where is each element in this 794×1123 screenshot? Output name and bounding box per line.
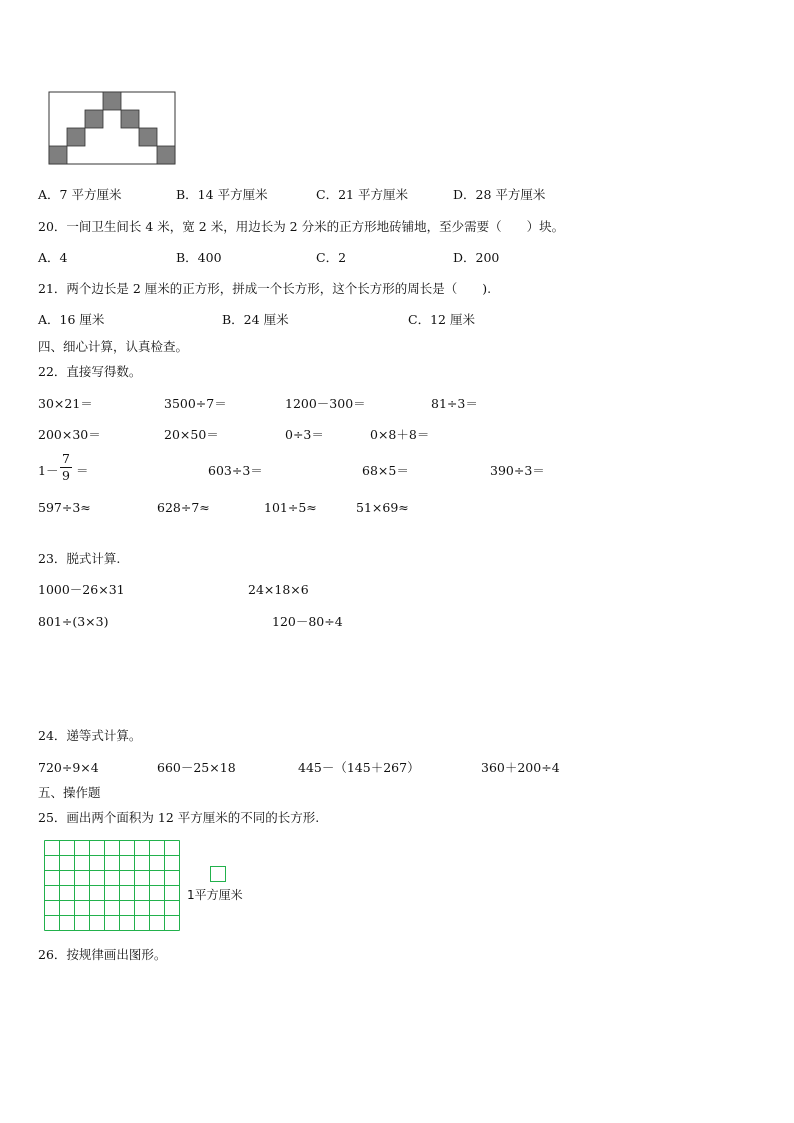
q23-item-4: 120－80÷4	[272, 614, 343, 629]
q26-title: 26．按规律画出图形。	[38, 947, 167, 962]
q21-option-c: C．12 厘米	[408, 312, 475, 327]
unit-square-label: 1平方厘米	[187, 888, 243, 902]
q23-item-2: 24×18×6	[248, 582, 309, 597]
q22-r2-2: 20×50＝	[164, 427, 219, 442]
q23-item-3: 801÷(3×3)	[38, 614, 109, 629]
fraction-numerator: 7	[62, 451, 70, 466]
q24-item-4: 360＋200÷4	[481, 760, 560, 775]
q20-option-b: B．400	[176, 250, 222, 265]
q22-r2-1: 200×30＝	[38, 427, 101, 442]
q24-title: 24．递等式计算。	[38, 728, 142, 743]
gray-square-7	[157, 146, 175, 164]
q22-r1-3: 1200－300＝	[285, 396, 366, 411]
unit-square	[210, 866, 226, 882]
q21-option-a: A．16 厘米	[38, 312, 105, 327]
gray-square-6	[139, 128, 157, 146]
q22-fraction	[60, 452, 72, 483]
q19-option-d: D．28 平方厘米	[453, 187, 546, 202]
q22-r3-prefix: 1－	[38, 463, 59, 478]
q23-item-1: 1000－26×31	[38, 582, 125, 597]
q20-option-d: D．200	[453, 250, 500, 265]
q22-r3-2: 603÷3＝	[208, 463, 263, 478]
gray-square-1	[49, 146, 67, 164]
section-5-heading: 五、操作题	[38, 785, 101, 800]
q20-question: 20．一间卫生间长 4 米，宽 2 米，用边长为 2 分米的正方形地砖铺地，至少需要（ ）块。	[38, 219, 565, 234]
q19-option-c: C．21 平方厘米	[316, 187, 408, 202]
q22-title: 22．直接写得数。	[38, 364, 142, 379]
section-4-heading: 四、细心计算，认真检查。	[38, 339, 189, 354]
q22-r1-4: 81÷3＝	[431, 396, 478, 411]
q22-r3-3: 68×5＝	[362, 463, 409, 478]
grid-lines	[45, 841, 180, 931]
square-grid[interactable]	[44, 840, 184, 932]
q22-r2-3: 0÷3＝	[285, 427, 324, 442]
q20-option-c: C．2	[316, 250, 347, 265]
q22-r4-3: 101÷5≈	[264, 500, 317, 515]
q25-title: 25．画出两个面积为 12 平方厘米的不同的长方形.	[38, 810, 320, 825]
gray-square-2	[67, 128, 85, 146]
gray-squares	[49, 92, 175, 164]
q22-r3-4: 390÷3＝	[490, 463, 545, 478]
q22-r1-1: 30×21＝	[38, 396, 93, 411]
gray-square-3	[85, 110, 103, 128]
q22-r1-2: 3500÷7＝	[164, 396, 227, 411]
q21-question: 21．两个边长是 2 厘米的正方形，拼成一个长方形，这个长方形的周长是（ ).	[38, 281, 492, 296]
q22-r4-2: 628÷7≈	[157, 500, 210, 515]
gray-square-5	[121, 110, 139, 128]
q20-option-a: A．4	[38, 250, 68, 265]
gray-square-4	[103, 92, 121, 110]
q22-r4-1: 597÷3≈	[38, 500, 91, 515]
q24-item-3: 445－（145＋267）	[298, 760, 420, 775]
staircase-figure	[48, 91, 178, 166]
q21-option-b: B．24 厘米	[222, 312, 289, 327]
q22-r2-4: 0×8＋8＝	[370, 427, 430, 442]
q23-title: 23．脱式计算.	[38, 551, 121, 566]
q24-item-1: 720÷9×4	[38, 760, 99, 775]
q19-option-a: A．7 平方厘米	[38, 187, 122, 202]
q22-r4-4: 51×69≈	[356, 500, 409, 515]
q19-option-b: B．14 平方厘米	[176, 187, 268, 202]
q22-r3-suffix: ＝	[76, 463, 89, 478]
q24-item-2: 660－25×18	[157, 760, 236, 775]
fraction-denominator: 9	[62, 468, 70, 483]
